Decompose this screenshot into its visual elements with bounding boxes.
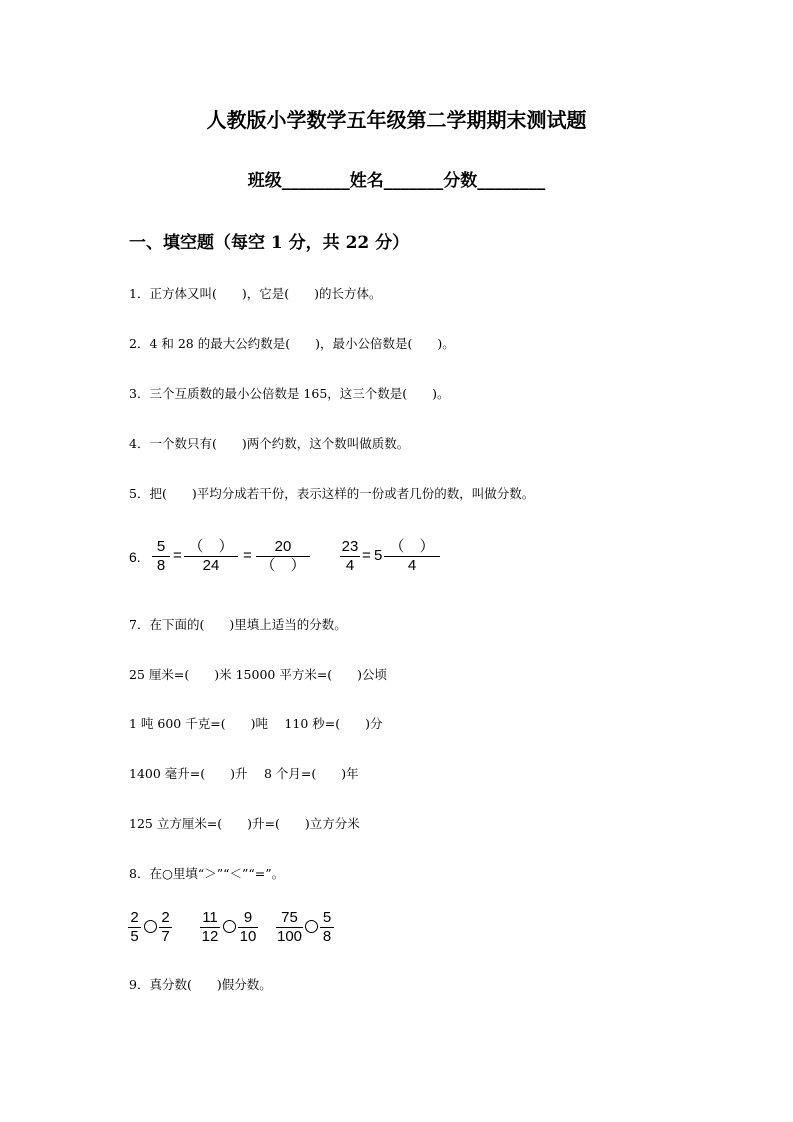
fraction-numerator: 2 xyxy=(130,909,139,926)
fraction-numerator: 5 xyxy=(156,538,166,555)
question-1: 1．正方体又叫( )，它是( )的长方体。 xyxy=(129,286,382,301)
mixed-fraction-blank-4 xyxy=(384,538,440,575)
fraction-11-12 xyxy=(200,909,220,946)
fraction-numerator: 75 xyxy=(281,909,298,926)
question-8: 8．在○里填“＞”“＜”“=”。 xyxy=(129,866,285,881)
fraction-denominator: 8 xyxy=(322,928,332,945)
question-6-label: 6. xyxy=(129,549,141,565)
question-5: 5．把( )平均分成若干份，表示这样的一份或者几份的数，叫做分数。 xyxy=(129,486,535,501)
fraction-denominator: 24 xyxy=(202,557,220,574)
fraction-9-10 xyxy=(238,909,258,946)
whole-number: 5 xyxy=(374,547,383,564)
fraction-5-8 xyxy=(152,538,170,575)
fraction-5-8 xyxy=(320,909,334,946)
fraction-denominator: （ ） xyxy=(260,557,306,574)
fraction-blank-24 xyxy=(184,538,238,575)
section-heading-fill-blank: 一、填空题（每空 1 分，共 22 分） xyxy=(129,233,410,253)
fraction-2-7 xyxy=(159,909,172,946)
fraction-denominator: 100 xyxy=(276,928,303,945)
fraction-denominator: 8 xyxy=(156,557,166,574)
fraction-denominator: 10 xyxy=(239,928,257,945)
compare-circle[interactable] xyxy=(305,920,318,933)
question-7-line-a: 25 厘米=( )米 15000 平方米=( )公顷 xyxy=(129,667,388,682)
fraction-denominator: 12 xyxy=(201,928,219,945)
question-7-line-b: 1 吨 600 千克=( )吨 110 秒=( )分 xyxy=(129,716,383,731)
fraction-2-5 xyxy=(128,909,141,946)
question-7: 7．在下面的( )里填上适当的分数。 xyxy=(129,617,347,632)
question-9: 9．真分数( )假分数。 xyxy=(129,977,272,992)
fraction-numerator: （ ） xyxy=(389,538,435,555)
fraction-75-100 xyxy=(276,909,303,946)
question-2: 2．4 和 28 的最大公约数是( )，最小公倍数是( )。 xyxy=(129,336,455,351)
question-7-line-d: 125 立方厘米=( )升=( )立方分米 xyxy=(129,816,360,831)
page-title: 人教版小学数学五年级第二学期期末测试题 xyxy=(206,108,587,132)
fraction-denominator: 5 xyxy=(130,928,139,945)
fraction-23-4 xyxy=(340,538,360,575)
fraction-numerator: 2 xyxy=(161,909,170,926)
fraction-numerator: （ ） xyxy=(188,538,234,555)
fraction-denominator: 4 xyxy=(345,557,355,574)
question-7-line-c: 1400 毫升=( )升 8 个月=( )年 xyxy=(129,766,359,781)
equals-sign: = xyxy=(243,547,252,564)
question-3: 3．三个互质数的最小公倍数是 165，这三个数是( )。 xyxy=(129,386,450,401)
fraction-numerator: 11 xyxy=(202,909,218,926)
fraction-20-blank xyxy=(256,538,310,575)
fraction-denominator: 7 xyxy=(161,928,170,945)
fraction-numerator: 9 xyxy=(243,909,253,926)
fraction-numerator: 23 xyxy=(341,538,359,555)
fraction-numerator: 5 xyxy=(322,909,332,926)
fraction-denominator: 4 xyxy=(407,557,417,574)
equals-sign: = xyxy=(362,547,371,564)
question-4: 4．一个数只有( )两个约数，这个数叫做质数。 xyxy=(129,436,410,451)
student-info-line: 班级________姓名_______分数________ xyxy=(247,171,546,191)
compare-circle[interactable] xyxy=(144,920,157,933)
compare-circle[interactable] xyxy=(223,920,236,933)
equals-sign: = xyxy=(173,547,182,564)
fraction-numerator: 20 xyxy=(274,538,292,555)
